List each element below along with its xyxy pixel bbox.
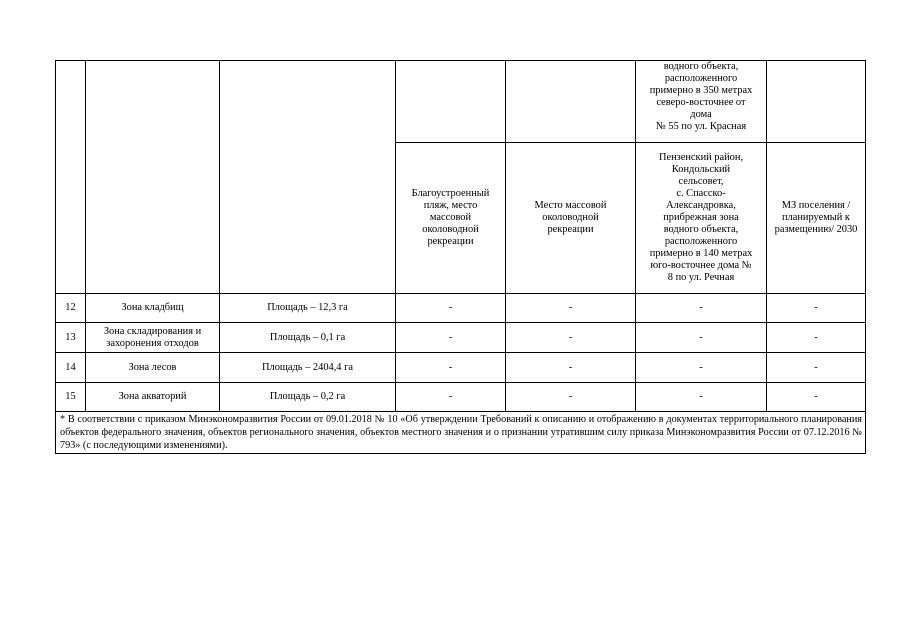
- zone-parameter: Площадь – 12,3 га: [220, 294, 396, 323]
- zone-name: Зона складирования и захоронения отходов: [86, 323, 220, 353]
- object-status-text: МЗ поселения /планируемый к размещению/ 2030: [774, 200, 858, 235]
- object-location-dash: -: [636, 353, 767, 383]
- footnote: * В соответствии с приказом Минэкономразвития России от 09.01.2018 № 10 «Об утверждении Требований к описанию и отображению в документах территориального планирования объектов федерального значения, объектов регионального значения, объектов местного значения и о признании утратившим силу приказа Минэкономразвития России от 07.12.2016 № 793» (с последующими изменениями).: [56, 412, 866, 454]
- cell-object-name-cont: [396, 61, 506, 143]
- zone-parameter: Площадь – 0,1 га: [220, 323, 396, 353]
- cell-object-purpose: [506, 143, 636, 294]
- object-location-text: Пензенский район, Кондольский сельсовет, с. Спасско- Александровка, прибрежная зона водного объекта, расположенного примерно в 140 метрах юго-восточнее дома № 8 по ул. Речная: [649, 152, 753, 283]
- object-purpose-dash: -: [506, 323, 636, 353]
- object-status-dash: -: [767, 353, 866, 383]
- object-status-dash: -: [767, 294, 866, 323]
- object-name-dash: -: [396, 294, 506, 323]
- object-location-dash: -: [636, 294, 767, 323]
- table-row: [56, 353, 866, 383]
- object-name-dash: -: [396, 323, 506, 353]
- row-number: 15: [56, 383, 86, 412]
- zone-name: Зона кладбищ: [86, 294, 220, 323]
- zone-name: Зона акваторий: [86, 383, 220, 412]
- cell-object-name: [396, 143, 506, 294]
- location-continuation-text: водного объекта, расположенного примерно в 350 метрах северо-восточнее от дома № 55 по ул. Красная: [649, 61, 753, 132]
- zone-parameter: Площадь – 0,2 га: [220, 383, 396, 412]
- object-purpose-dash: -: [506, 353, 636, 383]
- row-number: 12: [56, 294, 86, 323]
- cell-object-location-cont: [636, 61, 767, 143]
- object-status-dash: -: [767, 383, 866, 412]
- cell-param-cont: [220, 61, 396, 294]
- object-name-dash: -: [396, 353, 506, 383]
- continuation-row: [56, 61, 866, 143]
- object-location-dash: -: [636, 323, 767, 353]
- table-row: [56, 323, 866, 353]
- object-name-dash: -: [396, 383, 506, 412]
- cell-object-status-cont: [767, 61, 866, 143]
- row-number: 14: [56, 353, 86, 383]
- row-number: 13: [56, 323, 86, 353]
- table-row: [56, 383, 866, 412]
- zone-name: Зона лесов: [86, 353, 220, 383]
- footnote-row: [56, 412, 866, 454]
- object-location-dash: -: [636, 383, 767, 412]
- cell-name-cont: [86, 61, 220, 294]
- object-purpose-dash: -: [506, 383, 636, 412]
- cell-object-status: [767, 143, 866, 294]
- cell-object-purpose-cont: [506, 61, 636, 143]
- object-purpose-text: Место массовой околоводной рекреации: [534, 200, 607, 235]
- zone-parameter: Площадь – 2404,4 га: [220, 353, 396, 383]
- object-status-dash: -: [767, 323, 866, 353]
- table-row: [56, 294, 866, 323]
- zones-table: [55, 60, 866, 454]
- object-purpose-dash: -: [506, 294, 636, 323]
- cell-object-location: [636, 143, 767, 294]
- object-name-text: Благоустроенный пляж, место массовой околоводной рекреации: [411, 188, 490, 247]
- cell-num-cont: [56, 61, 86, 294]
